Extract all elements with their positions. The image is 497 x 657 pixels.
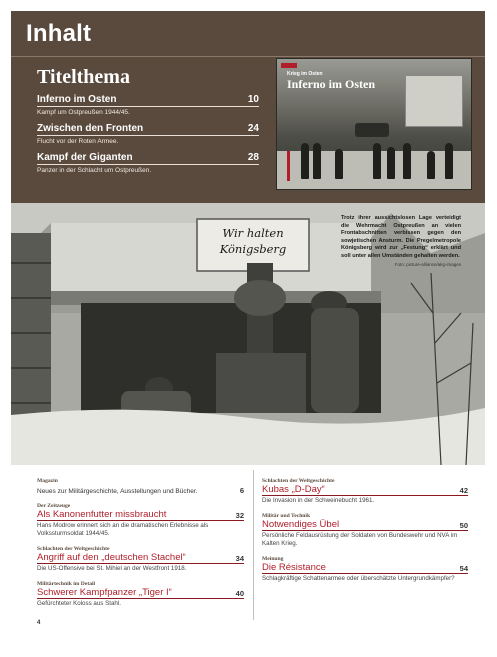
cover-story-thumbnail[interactable] — [276, 58, 472, 190]
entry-section: Militärtechnik im Detail — [37, 581, 96, 587]
sign-text — [197, 225, 309, 257]
thumbnail-tag — [281, 63, 297, 68]
page-number: 4 — [37, 620, 41, 626]
entry-page: 54 — [459, 564, 468, 573]
toc-entry[interactable] — [37, 581, 244, 608]
entry-desc: Die Invasion in der Schweinebucht 1961. — [262, 497, 375, 504]
titelthema-entry[interactable] — [37, 151, 259, 174]
entry-desc: Kampf um Ostpreußen 1944/45. — [37, 109, 130, 116]
entry-section: Der Zeitzeuge — [37, 503, 71, 509]
entry-page: 42 — [459, 486, 468, 495]
entry-page: 32 — [235, 511, 244, 520]
thumbnail-accent-bar — [287, 151, 290, 181]
entry-page: 40 — [235, 589, 244, 598]
thumbnail-soldier — [373, 143, 381, 179]
thumbnail-soldier — [403, 143, 411, 179]
entry-page: 50 — [459, 521, 468, 530]
toc-entry[interactable] — [37, 478, 244, 495]
title-divider — [11, 56, 485, 57]
photo-caption: Trotz ihrer aussichtslosen Lage verteidigt die Wehrmacht Ostpreußen an vielen Frontabschnitten verbissen gegen den sowjetischen Ansturm. Die Pregelmetropole Königsberg wird zur „Festung“ erklärt und soll unter allen Umständen gehalten werden. — [341, 215, 461, 259]
entry-desc: Persönliche Feldausrüstung der Soldaten von Bundeswehr und NVA im Kalten Krieg. — [262, 532, 458, 547]
thumbnail-building — [405, 75, 463, 127]
sign-line-2: Königsberg — [219, 242, 287, 256]
entry-desc: Schlagkräftige Schattenarmee oder überschätzte Untergrundkämpfer? — [262, 575, 455, 582]
toc-right-column — [262, 478, 468, 591]
entry-desc: Hans Modrow erinnert sich an die dramatischen Erlebnisse als Volkssturmsoldat 1944/45. — [37, 522, 209, 537]
toc-entry[interactable] — [262, 556, 468, 583]
entry-title: Notwendiges Übel — [262, 519, 340, 530]
entry-title: Neues zur Militärgeschichte, Ausstellungen und Bücher. — [37, 488, 198, 495]
entry-page: 6 — [239, 486, 244, 495]
entry-desc: Flucht vor der Roten Armee. — [37, 138, 119, 145]
entry-desc: Panzer in der Schlacht um Ostpreußen. — [37, 167, 152, 174]
thumbnail-soldier — [387, 147, 395, 179]
column-divider — [253, 470, 254, 620]
toc-left-column — [37, 478, 244, 616]
entry-page: 28 — [247, 152, 259, 163]
entry-title: Schwerer Kampfpanzer „Tiger I“ — [37, 587, 172, 598]
toc-entry[interactable] — [262, 513, 468, 548]
entry-section: Schlachten der Weltgeschichte — [262, 478, 335, 484]
thumbnail-soldier — [427, 151, 435, 179]
photo-credit: Foto: picture-alliance/akg-images — [394, 262, 461, 267]
entry-title: Inferno im Osten — [37, 94, 117, 105]
thumbnail-soldier — [335, 149, 343, 179]
entry-section: Meinung — [262, 556, 284, 562]
thumbnail-soldier — [301, 143, 309, 179]
entry-page: 34 — [235, 554, 244, 563]
thumbnail-soldier — [313, 143, 321, 179]
entry-desc: Die US-Offensive bei St. Mihiel an der Westfront 1918. — [37, 565, 187, 572]
entry-page: 24 — [247, 123, 259, 134]
thumbnail-title: Inferno im Osten — [287, 77, 375, 91]
entry-title: Zwischen den Fronten — [37, 123, 144, 134]
thumbnail-soldier — [445, 143, 453, 179]
titelthema-heading: Titelthema — [37, 66, 130, 88]
titelthema-entry[interactable] — [37, 93, 259, 116]
entry-section: Militär und Technik — [262, 513, 311, 519]
toc-entry[interactable] — [262, 478, 468, 505]
entry-title: Die Résistance — [262, 562, 326, 573]
thumbnail-tank — [355, 123, 389, 137]
entry-title: Angriff auf den „deutschen Stachel“ — [37, 552, 186, 563]
thumbnail-kicker: Krieg im Osten — [287, 71, 323, 77]
entry-title: Als Kanonenfutter missbraucht — [37, 509, 167, 520]
page-title: Inhalt — [26, 20, 92, 47]
toc-entry[interactable] — [37, 503, 244, 538]
titelthema-entry[interactable] — [37, 122, 259, 145]
entry-page: 10 — [247, 94, 259, 105]
entry-title: Kampf der Giganten — [37, 152, 133, 163]
entry-section: Magazin — [37, 478, 58, 484]
entry-title: Kubas „D-Day“ — [262, 484, 325, 495]
toc-entry[interactable] — [37, 546, 244, 573]
entry-desc: Gefürchteter Koloss aus Stahl. — [37, 600, 121, 607]
entry-section: Schlachten der Weltgeschichte — [37, 546, 110, 552]
sign-line-1: Wir halten — [222, 226, 284, 240]
